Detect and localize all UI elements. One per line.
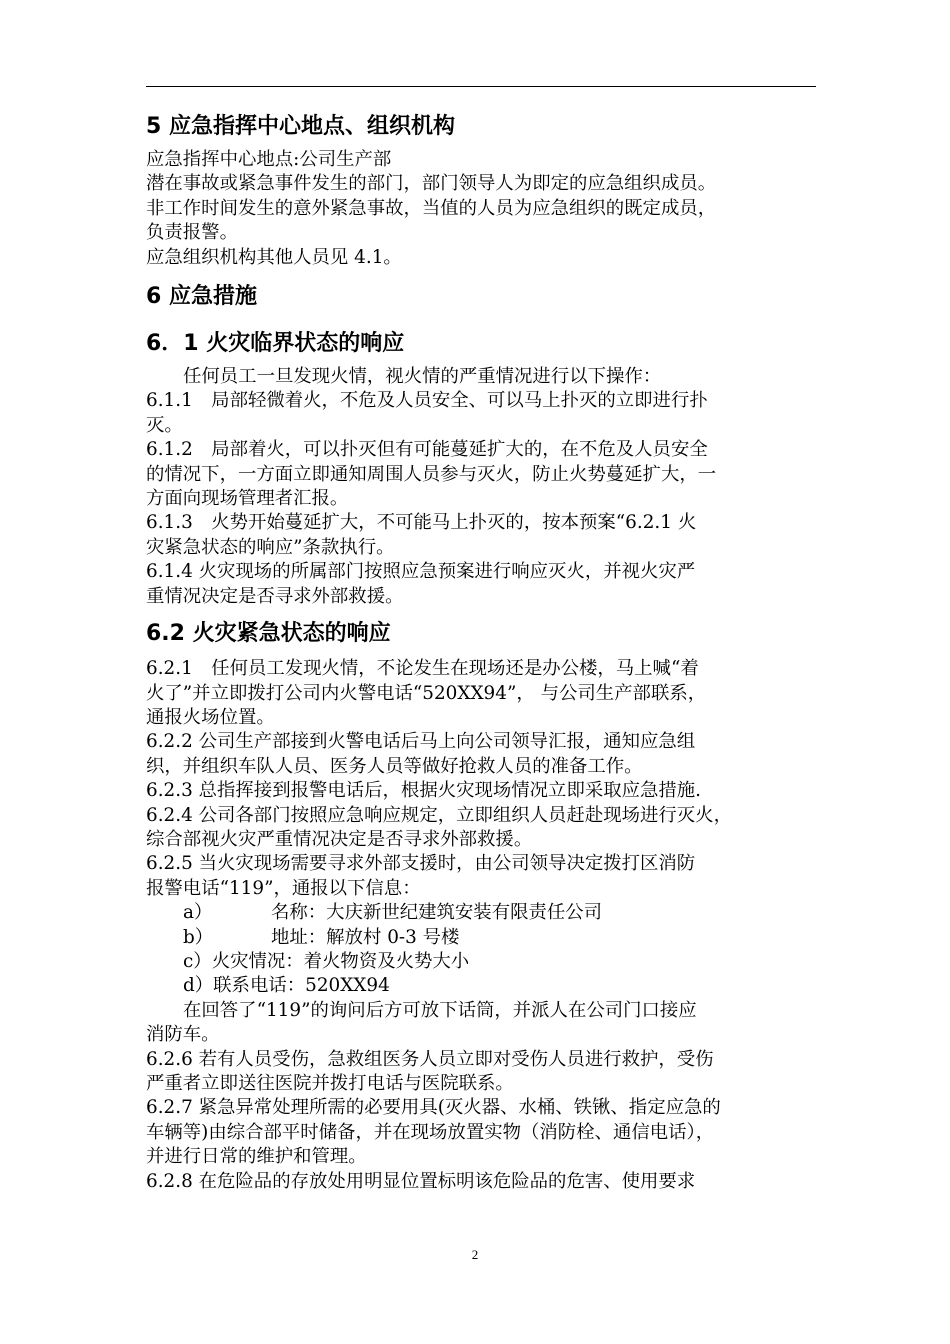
- paragraph-line: 6.2.4 公司各部门按照应急响应规定，立即组织人员赶赴现场进行灭火，: [146, 804, 732, 826]
- info-item-name: [146, 901, 836, 925]
- paragraph-line: 6.2.5 当火灾现场需要寻求外部支援时，由公司领导决定拨打区消防: [146, 853, 696, 875]
- paragraph-line: 灾紧急状态的响应”条款执行。: [146, 536, 395, 558]
- page-number: 2: [471, 1247, 479, 1262]
- paragraph-line: 6.2.3 总指挥接到报警电话后，根据火灾现场情况立即采取应急措施.: [146, 780, 702, 802]
- paragraph-line: 严重者立即送往医院并拨打电话与医院联系。: [146, 1073, 514, 1094]
- paragraph-line: 消防车。: [146, 1024, 220, 1046]
- paragraph-line: 6.1.1 局部轻微着火，不危及人员安全、可以马上扑灭的立即进行扑: [146, 390, 708, 412]
- info-item-address: [146, 926, 836, 950]
- paragraph-line: 6.2.7 紧急异常处理所需的必要用具(灭火器、水桶、铁锹、指定应急的: [146, 1097, 721, 1119]
- info-item-text: 地址：解放村 0-3 号楼: [271, 926, 460, 948]
- paragraph-line: 并进行日常的维护和管理。: [146, 1146, 367, 1168]
- paragraph-line: 潜在事故或紧急事件发生的部门，部门领导人为即定的应急组织成员。: [146, 173, 717, 195]
- paragraph-line: 应急组织机构其他人员见 4.1。: [146, 246, 402, 268]
- paragraph-line: 负责报警。: [146, 222, 238, 244]
- paragraph-line: 报警电话“119”，通报以下信息：: [146, 877, 421, 899]
- paragraph-line: 车辆等)由综合部平时储备，并在现场放置实物（消防栓、通信电话），: [146, 1121, 715, 1143]
- paragraph-line: 火了”并立即拨打公司内火警电话“520XX94”， 与公司生产部联系，: [146, 682, 707, 704]
- paragraph-line: 6.2.1 任何员工发现火情，不论发生在现场还是办公楼，马上喊“着: [146, 658, 699, 680]
- info-item-label: d）联系电话：520XX94: [183, 975, 390, 997]
- paragraph-line: 6.2.6 若有人员受伤，急救组医务人员立即对受伤人员进行救护，受伤: [146, 1048, 714, 1070]
- document-body: [146, 112, 836, 1194]
- paragraph-line: 的情况下，一方面立即通知周围人员参与灭火，防止火势蔓延扩大，一: [146, 463, 717, 485]
- paragraph-line: 综合部视火灾严重情况决定是否寻求外部救援。: [146, 828, 533, 850]
- paragraph-line: 6.2.8 在危险品的存放处用明显位置标明该危险品的危害、使用要求: [146, 1170, 696, 1192]
- section-6-heading: 6 应急措施: [146, 284, 257, 310]
- paragraph-line: 6.1.4 火灾现场的所属部门按照应急预案进行响应灭火，并视火灾严: [146, 561, 696, 583]
- header-rule: [146, 86, 816, 87]
- paragraph-line: 6.1.3 火势开始蔓延扩大，不可能马上扑灭的，按本预案“6.2.1 火: [146, 512, 697, 534]
- section-6-1-intro: 任何员工一旦发现火情，视火情的严重情况进行以下操作：: [183, 366, 662, 388]
- section-6-2-heading: 6.2 火灾紧急状态的响应: [146, 621, 391, 647]
- paragraph-line: 灭。: [146, 414, 183, 436]
- paragraph-line: 重情况决定是否寻求外部救援。: [146, 585, 404, 607]
- paragraph-line: 6.1.2 局部着火，可以扑灭但有可能蔓延扩大的，在不危及人员安全: [146, 439, 708, 461]
- info-item-label: a）: [183, 902, 213, 924]
- info-item-phone: [146, 974, 836, 998]
- paragraph-line: 方面向现场管理者汇报。: [146, 488, 349, 510]
- info-item-fire-status: [146, 950, 836, 974]
- info-item-label: b）: [183, 926, 214, 948]
- section-5-heading: 5 应急指挥中心地点、组织机构: [146, 114, 455, 139]
- info-item-text: 名称：大庆新世纪建筑安装有限责任公司: [271, 902, 603, 924]
- info-item-label: c）火灾情况：着火物资及火势大小: [183, 950, 470, 972]
- paragraph-line: 6.2.2 公司生产部接到火警电话后马上向公司领导汇报，通知应急组: [146, 731, 696, 753]
- section-6-1-heading: 6．1 火灾临界状态的响应: [146, 331, 405, 357]
- paragraph-line: 应急指挥中心地点:公司生产部: [146, 149, 392, 170]
- paragraph-line: 通报火场位置。: [146, 706, 275, 728]
- paragraph-line: 织，并组织车队人员、医务人员等做好抢救人员的准备工作。: [146, 755, 643, 777]
- paragraph-line: 在回答了“119”的询问后方可放下话筒，并派人在公司门口接应: [183, 999, 697, 1021]
- paragraph-line: 非工作时间发生的意外紧急事故，当值的人员为应急组织的既定成员，: [146, 197, 717, 219]
